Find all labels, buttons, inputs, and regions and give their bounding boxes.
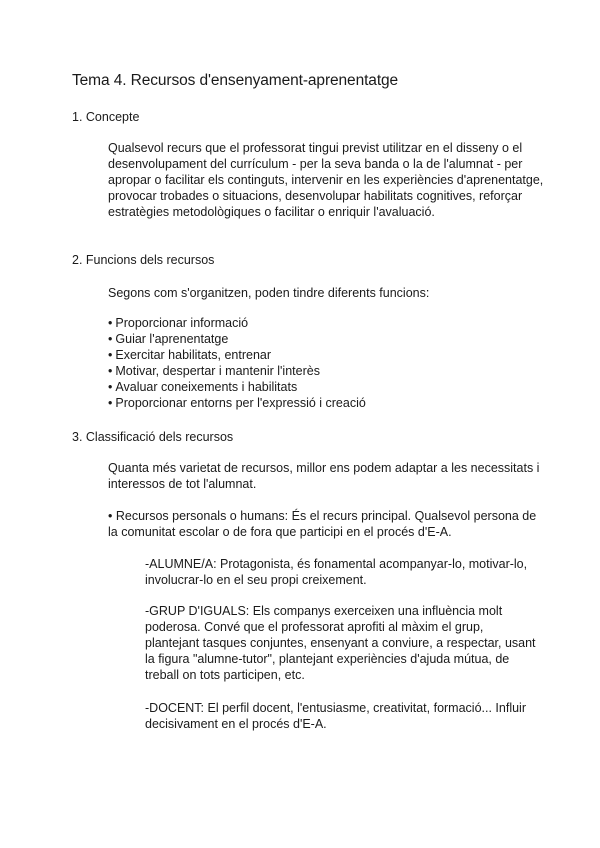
- classificacio-intro: Quanta més varietat de recursos, millor ens podem adaptar a les necessitats i interessos de tot l'alumnat.: [108, 461, 540, 491]
- list-item: • Guiar l'aprenentatge: [108, 332, 229, 346]
- docent-paragraph: -DOCENT: El perfil docent, l'entusiasme, creativitat, formació... Influir decisivament en el procés d'E-A.: [145, 701, 526, 731]
- section-heading-funcions: 2. Funcions dels recursos: [72, 253, 215, 267]
- list-item: • Proporcionar entorns per l'expressió i creació: [108, 396, 366, 410]
- list-item: • Motivar, despertar i mantenir l'interès: [108, 364, 320, 378]
- grup-iguals-paragraph: -GRUP D'IGUALS: Els companys exerceixen una influència molt poderosa. Convé que el professorat aprofiti al màxim el grup, plantejant tasques conjuntes, ensenyant a conviure, a respectar, usant la figura "alumne-tutor", plantejant experiències d'ajuda mútua, de treball on tots participen, etc.: [145, 604, 536, 682]
- funcions-intro: Segons com s'organitzen, poden tindre diferents funcions:: [108, 286, 430, 300]
- recursos-humans-item: • Recursos personals o humans: És el recurs principal. Qualsevol persona de la comunitat escolar o de fora que participi en el procés d'E-A.: [108, 509, 537, 539]
- concepte-paragraph: Qualsevol recurs que el professorat tingui previst utilitzar en el disseny o el desenvolupament del currículum - per la seva banda o la de l'alumnat - per apropar o facilitar els continguts, intervenir en les experiències d'aprenentatge, provocar trobades o situacions, desenvolupar habilitats cognitives, reforçar estratègies metodològiques o facilitar o enriquir l'avaluació.: [108, 141, 544, 219]
- section-heading-classificacio: 3. Classificació dels recursos: [72, 430, 234, 444]
- bullet-icon: •: [108, 316, 113, 330]
- bullet-icon: •: [108, 332, 113, 346]
- alumne-paragraph: -ALUMNE/A: Protagonista, és fonamental acompanyar-lo, motivar-lo, involucrar-lo en el seu propi creixement.: [145, 557, 528, 587]
- list-item: • Avaluar coneixements i habilitats: [108, 380, 298, 394]
- section-heading-concepte: 1. Concepte: [72, 110, 140, 124]
- bullet-icon: •: [108, 380, 113, 394]
- bullet-icon: •: [108, 364, 113, 378]
- list-item: • Proporcionar informació: [108, 316, 249, 330]
- bullet-icon: •: [108, 348, 113, 362]
- document-title: Tema 4. Recursos d'ensenyament-aprenentatge: [72, 72, 399, 89]
- funcions-list: [108, 315, 548, 411]
- list-item: • Exercitar habilitats, entrenar: [108, 348, 272, 362]
- bullet-icon: •: [108, 396, 113, 410]
